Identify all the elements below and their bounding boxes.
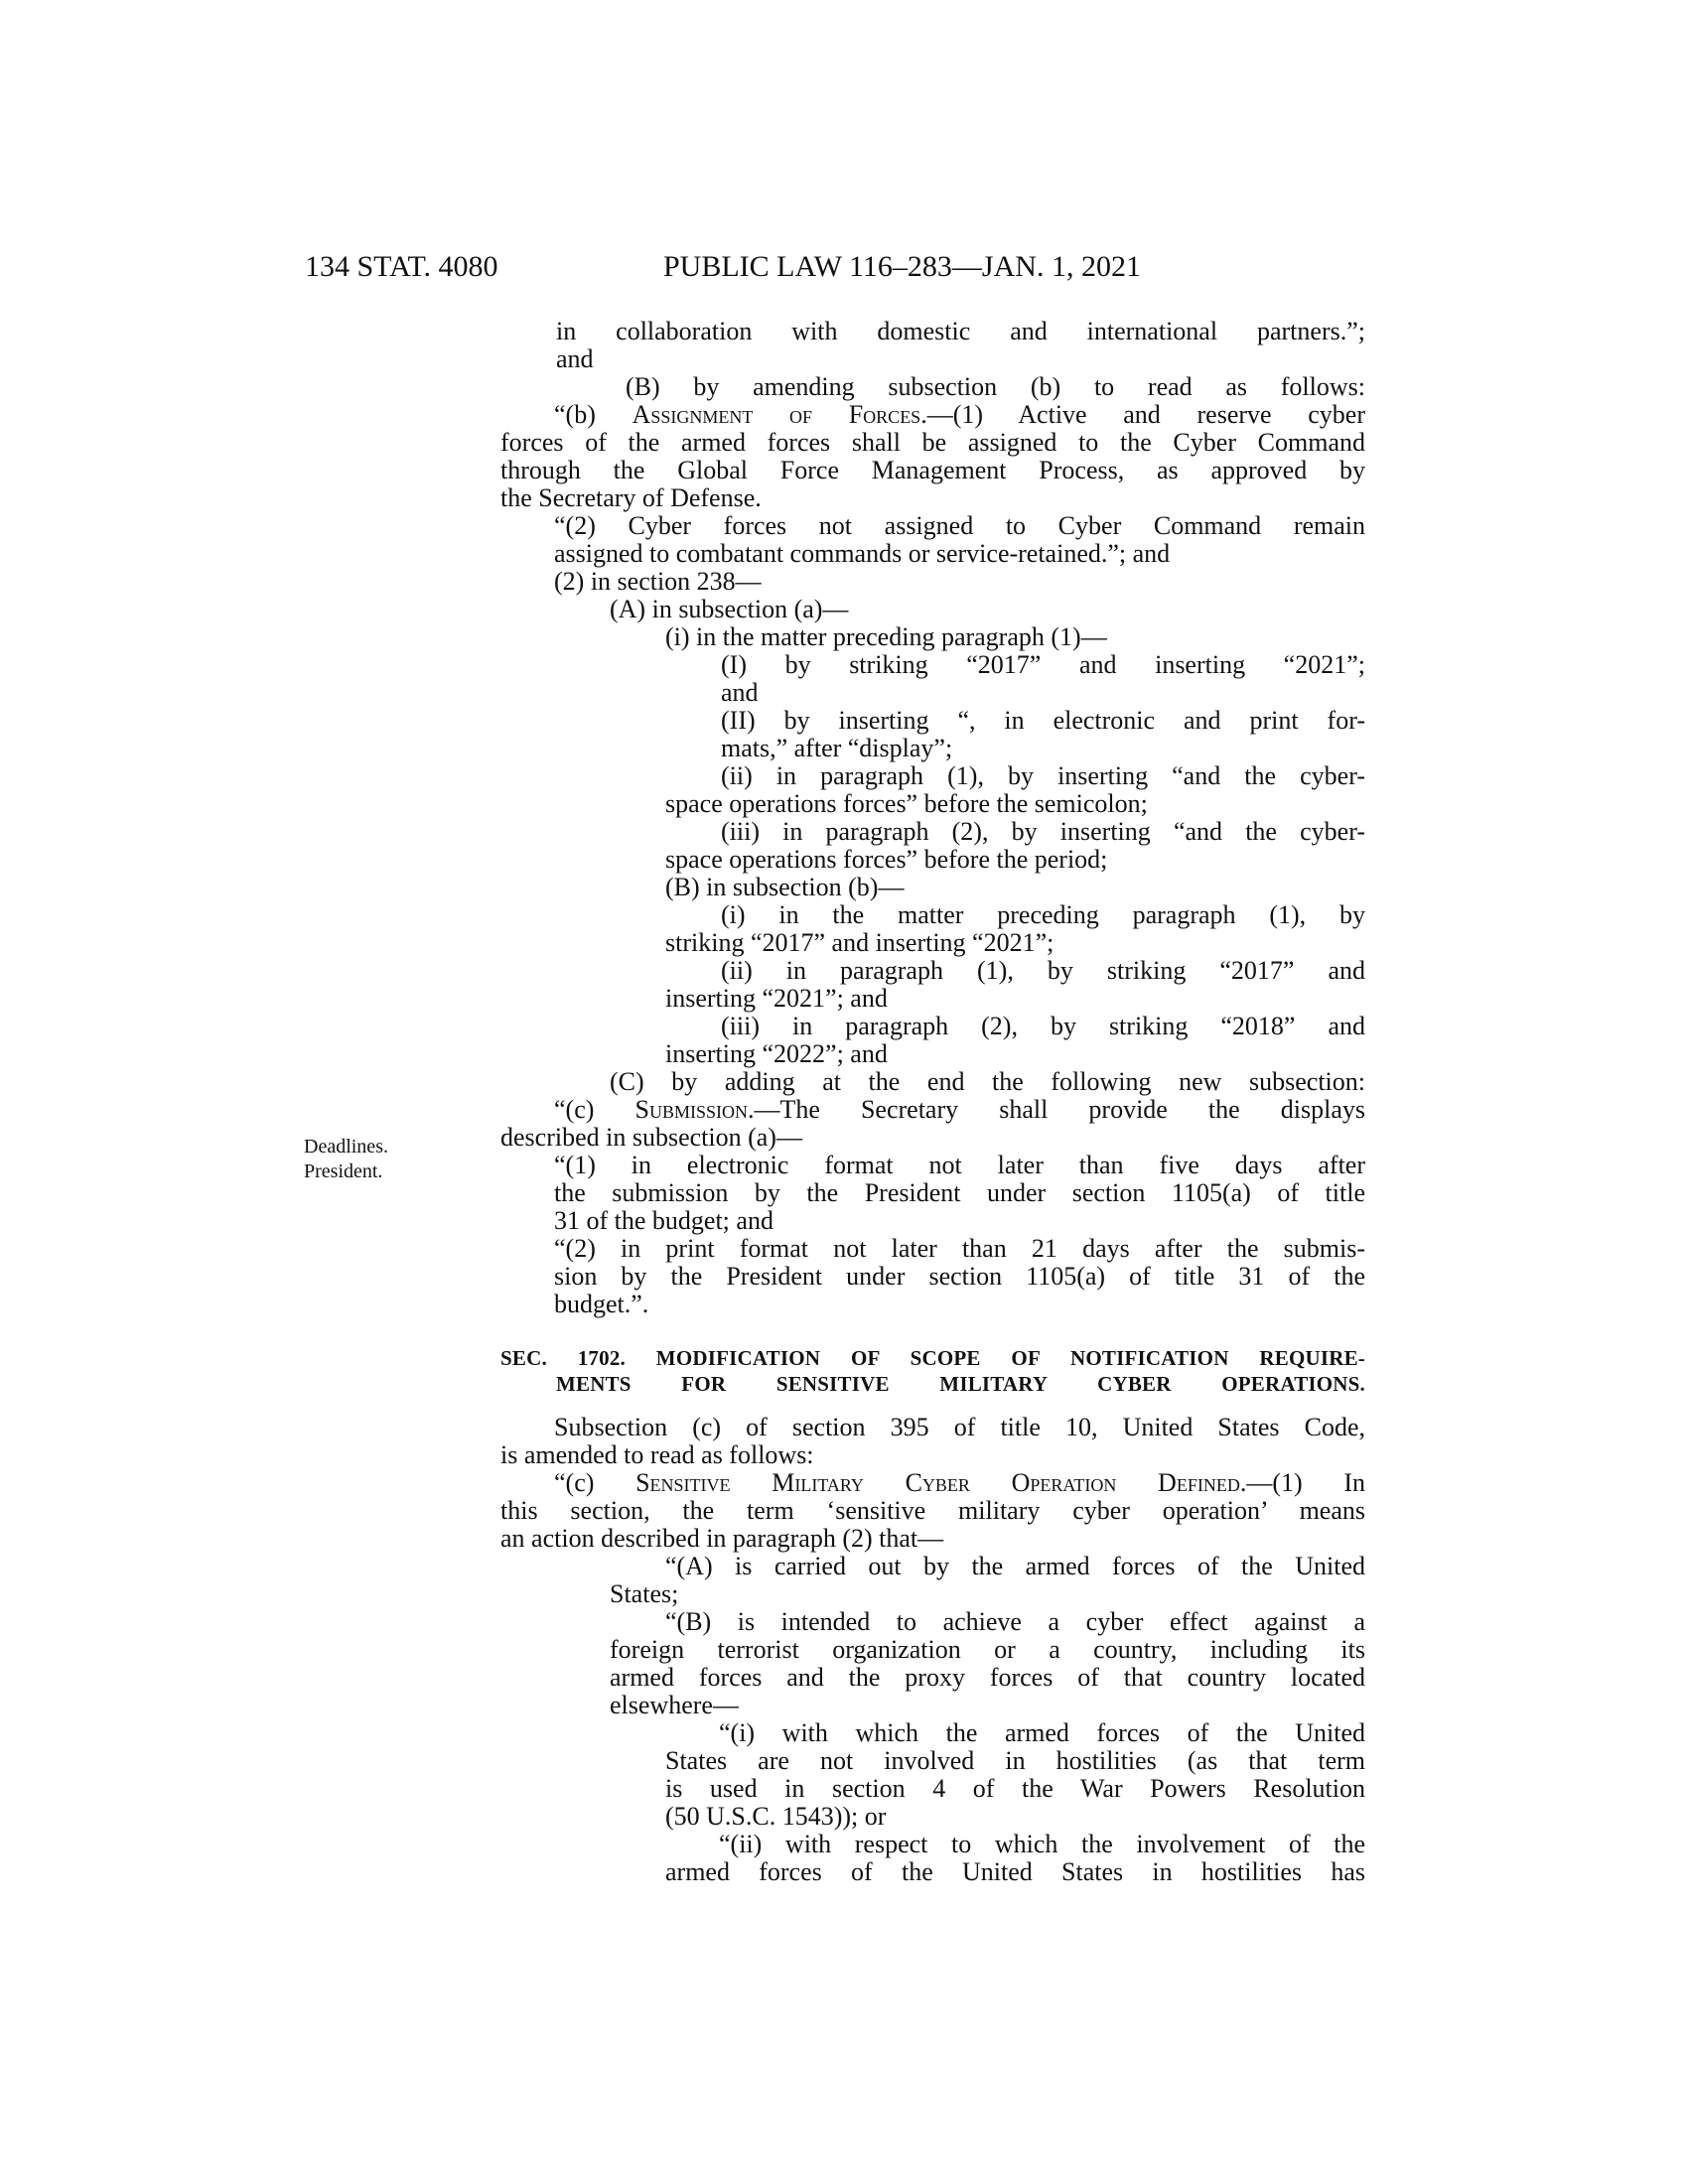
text-line: elsewhere—: [610, 1691, 739, 1719]
text-line: “(ii) with respect to which the involvement of the: [719, 1830, 1365, 1858]
text-line: “(B) is intended to achieve a cyber effect against a: [665, 1607, 1365, 1636]
text-line: an action described in paragraph (2) that—: [500, 1524, 944, 1553]
text-line: “(c) Submission.—The Secretary shall provide the displays: [554, 1095, 1365, 1124]
text-line: (ii) in paragraph (1), by striking “2017” and: [721, 956, 1365, 985]
text-line: mats,” after “display”;: [721, 734, 953, 762]
text-line: (50 U.S.C. 1543)); or: [665, 1802, 887, 1831]
section-heading: MENTS FOR SENSITIVE MILITARY CYBER OPERATIONS.: [556, 1372, 1365, 1396]
text-line: “(b) Assignment of Forces.—(1) Active and reserve cyber: [554, 400, 1365, 429]
subsection-heading: Assignment of Forces: [632, 400, 921, 429]
text-line: “(1) in electronic format not later than five days after: [554, 1151, 1365, 1179]
text-line: armed forces and the proxy forces of that country located: [610, 1663, 1365, 1692]
text-line: through the Global Force Management Process, as approved by: [500, 456, 1365, 484]
text-line: (2) in section 238—: [554, 567, 762, 596]
subsection-heading: Sensitive Military Cyber Operation Defined: [635, 1468, 1240, 1497]
text-line: space operations forces” before the semicolon;: [665, 789, 1148, 818]
text-line: the Secretary of Defense.: [500, 483, 762, 512]
text-line: (B) by amending subsection (b) to read as follows:: [626, 372, 1365, 401]
text-line: (iii) in paragraph (2), by inserting “and the cyber-: [721, 817, 1365, 846]
text-line: inserting “2021”; and: [665, 984, 888, 1013]
text-line: 31 of the budget; and: [554, 1206, 774, 1235]
text-line: is used in section 4 of the War Powers Resolution: [665, 1774, 1365, 1803]
text-line: inserting “2022”; and: [665, 1039, 888, 1068]
text-line: (iii) in paragraph (2), by striking “2018” and: [721, 1012, 1365, 1040]
text-line: “(2) in print format not later than 21 days after the submis-: [554, 1234, 1365, 1263]
text-line: “(2) Cyber forces not assigned to Cyber Command remain: [554, 511, 1365, 540]
text-line: (A) in subsection (a)—: [610, 595, 849, 623]
text-line: armed forces of the United States in hostilities has: [665, 1857, 1365, 1886]
text-line: “(c) Sensitive Military Cyber Operation Defined.—(1) In: [554, 1468, 1365, 1497]
text-line: described in subsection (a)—: [500, 1123, 802, 1152]
statute-citation: 134 STAT. 4080: [305, 250, 498, 283]
text-line: is amended to read as follows:: [500, 1440, 814, 1469]
page-header-title: PUBLIC LAW 116–283—JAN. 1, 2021: [663, 250, 1141, 283]
text-line: (i) in the matter preceding paragraph (1)—: [665, 622, 1107, 651]
section-heading: SEC. 1702. MODIFICATION OF SCOPE OF NOTIFICATION REQUIRE-: [500, 1346, 1365, 1370]
text-line: “(A) is carried out by the armed forces of the United: [665, 1552, 1365, 1580]
text-line: (II) by inserting “, in electronic and print for-: [721, 706, 1365, 735]
text-line: and: [556, 344, 594, 373]
text-line: States;: [610, 1579, 679, 1608]
text-line: (i) in the matter preceding paragraph (1), by: [721, 900, 1365, 929]
subsection-heading: Submission: [634, 1095, 748, 1124]
text-line: forces of the armed forces shall be assigned to the Cyber Command: [500, 428, 1365, 457]
text-line: space operations forces” before the period;: [665, 845, 1108, 874]
text-line: the submission by the President under section 1105(a) of title: [554, 1178, 1365, 1207]
text-line: Subsection (c) of section 395 of title 10, United States Code,: [554, 1413, 1365, 1441]
text-line: budget.”.: [554, 1290, 649, 1318]
margin-note-president: President.: [304, 1160, 383, 1182]
margin-note-deadlines: Deadlines.: [304, 1136, 388, 1158]
text-line: striking “2017” and inserting “2021”;: [665, 928, 1055, 957]
text-line: foreign terrorist organization or a country, including its: [610, 1635, 1365, 1664]
text-line: assigned to combatant commands or service-retained.”; and: [554, 539, 1171, 568]
text-line: States are not involved in hostilities (as that term: [665, 1746, 1365, 1775]
text-line: (B) in subsection (b)—: [665, 873, 905, 901]
text-line: and: [721, 678, 759, 707]
text-line: in collaboration with domestic and international partners.”;: [556, 317, 1365, 345]
text-line: (C) by adding at the end the following new subsection:: [610, 1067, 1365, 1096]
text-line: “(i) with which the armed forces of the United: [719, 1718, 1365, 1747]
text-line: (I) by striking “2017” and inserting “2021”;: [721, 650, 1365, 679]
text-line: this section, the term ‘sensitive military cyber operation’ means: [500, 1496, 1365, 1525]
text-line: sion by the President under section 1105(a) of title 31 of the: [554, 1262, 1365, 1291]
text-line: (ii) in paragraph (1), by inserting “and the cyber-: [721, 761, 1365, 790]
